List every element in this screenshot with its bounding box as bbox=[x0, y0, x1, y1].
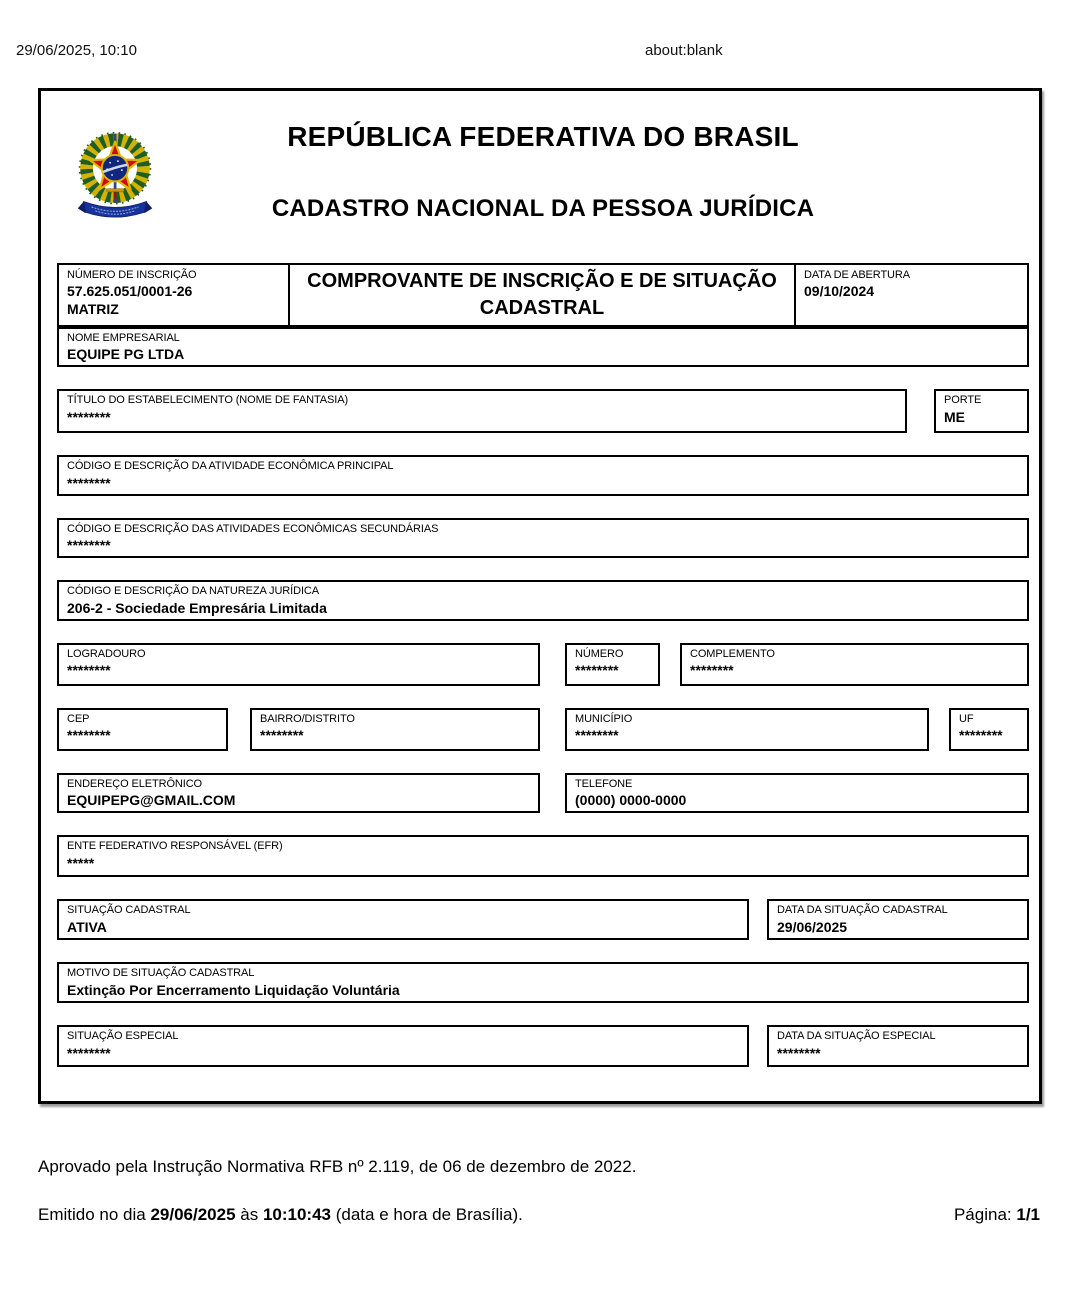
field-label: COMPLEMENTO bbox=[690, 647, 775, 660]
field-label: SITUAÇÃO CADASTRAL bbox=[67, 904, 191, 917]
row-motivo-situacao bbox=[57, 962, 1029, 1003]
field-label: MOTIVO DE SITUAÇÃO CADASTRAL bbox=[67, 967, 255, 980]
row-efr bbox=[57, 835, 1029, 877]
row-situacao-especial bbox=[57, 1025, 1029, 1067]
field-data-situacao-especial bbox=[767, 1025, 1029, 1067]
field-value: ******** bbox=[67, 408, 111, 425]
row-situacao-cadastral bbox=[57, 899, 1029, 940]
emitted-date: 29/06/2025 bbox=[150, 1205, 236, 1224]
field-label: DATA DA SITUAÇÃO ESPECIAL bbox=[777, 1030, 936, 1043]
row-inscricao-comprovante-abertura bbox=[57, 263, 1029, 327]
field-value: ******** bbox=[690, 662, 734, 679]
row-nome-empresarial bbox=[57, 327, 1029, 367]
field-atividade-principal bbox=[57, 455, 1029, 495]
field-value: ATIVA bbox=[67, 918, 107, 935]
field-endereco-eletronico bbox=[57, 773, 540, 813]
field-motivo-situacao bbox=[57, 962, 1029, 1003]
field-value: ******** bbox=[959, 727, 1003, 744]
print-datetime: 29/06/2025, 10:10 bbox=[16, 42, 137, 59]
field-cep bbox=[57, 708, 228, 751]
field-label: DATA DA SITUAÇÃO CADASTRAL bbox=[777, 904, 948, 917]
row-atividade-principal bbox=[57, 455, 1029, 495]
field-value: ME bbox=[944, 408, 965, 425]
row-endereco bbox=[57, 643, 1029, 686]
field-value: ******** bbox=[67, 537, 111, 554]
field-value: EQUIPEPG@GMAIL.COM bbox=[67, 792, 236, 809]
field-atividades-secundarias bbox=[57, 518, 1029, 558]
field-label: BAIRRO/DISTRITO bbox=[260, 712, 355, 725]
emitted-prefix: Emitido no dia bbox=[38, 1205, 151, 1224]
field-value: ******** bbox=[67, 474, 111, 491]
field-numero-inscricao bbox=[59, 265, 290, 325]
field-efr bbox=[57, 835, 1029, 877]
field-label: CÓDIGO E DESCRIÇÃO DA NATUREZA JURÍDICA bbox=[67, 585, 319, 598]
field-value: 09/10/2024 bbox=[804, 283, 875, 300]
field-porte bbox=[934, 389, 1029, 433]
cnpj-document-frame bbox=[38, 88, 1042, 1104]
field-label: MUNICÍPIO bbox=[575, 712, 633, 725]
field-value: Extinção Por Encerramento Liquidação Voluntária bbox=[67, 981, 400, 998]
field-value: ***** bbox=[67, 854, 95, 871]
field-label: ENTE FEDERATIVO RESPONSÁVEL (EFR) bbox=[67, 840, 283, 853]
field-value: (0000) 0000-0000 bbox=[575, 792, 687, 809]
field-label: SITUAÇÃO ESPECIAL bbox=[67, 1030, 179, 1043]
field-label: CÓDIGO E DESCRIÇÃO DAS ATIVIDADES ECONÔMICAS SECUNDÁRIAS bbox=[67, 522, 439, 535]
field-value: ******** bbox=[67, 1044, 111, 1061]
field-data-situacao-cadastral bbox=[767, 899, 1029, 940]
emitted-conj: às bbox=[235, 1205, 263, 1224]
field-data-abertura bbox=[796, 265, 1027, 325]
field-label: PORTE bbox=[944, 394, 982, 407]
field-natureza-juridica bbox=[57, 580, 1029, 620]
row-atividades-secundarias bbox=[57, 518, 1029, 558]
field-label: LOGRADOURO bbox=[67, 647, 146, 660]
field-value: EQUIPE PG LTDA bbox=[67, 346, 185, 363]
page-number bbox=[954, 1205, 1040, 1225]
page-value: 1/1 bbox=[1016, 1205, 1040, 1224]
field-complemento bbox=[680, 643, 1029, 686]
field-situacao-cadastral bbox=[57, 899, 749, 940]
field-telefone bbox=[565, 773, 1029, 813]
field-value: ******** bbox=[575, 662, 619, 679]
field-label: ENDEREÇO ELETRÔNICO bbox=[67, 777, 203, 790]
field-label: NÚMERO bbox=[575, 647, 624, 660]
page-label: Página: bbox=[953, 1205, 1017, 1224]
row-natureza-juridica bbox=[57, 580, 1029, 620]
approval-note: Aprovado pela Instrução Normativa RFB nº 2.119, de 06 de dezembro de 2022. bbox=[38, 1157, 637, 1176]
field-value: 29/06/2025 bbox=[777, 918, 848, 935]
field-municipio bbox=[565, 708, 929, 751]
field-value-tipo: MATRIZ bbox=[67, 301, 119, 318]
row-email-telefone bbox=[57, 773, 1029, 813]
emitted-time: 10:10:43 bbox=[262, 1205, 332, 1224]
field-value: ******** bbox=[260, 727, 304, 744]
field-bairro-distrito bbox=[250, 708, 540, 751]
emitted-suffix: (data e hora de Brasília). bbox=[331, 1205, 523, 1224]
field-value: 57.625.051/0001-26 bbox=[67, 283, 193, 300]
field-label: TELEFONE bbox=[575, 777, 633, 790]
field-value: ******** bbox=[67, 662, 111, 679]
field-logradouro bbox=[57, 643, 540, 686]
field-label: CÓDIGO E DESCRIÇÃO DA ATIVIDADE ECONÔMICA PRINCIPAL bbox=[67, 460, 394, 473]
field-value: 206-2 - Sociedade Empresária Limitada bbox=[67, 599, 327, 616]
field-uf bbox=[949, 708, 1029, 751]
document-header bbox=[57, 91, 1029, 263]
field-label: NOME EMPRESARIAL bbox=[67, 332, 180, 344]
emission-note bbox=[38, 1205, 523, 1225]
comprovante-title: COMPROVANTE DE INSCRIÇÃO E DE SITUAÇÃO CADASTRAL bbox=[290, 265, 796, 325]
field-value: ******** bbox=[777, 1044, 821, 1061]
field-label: TÍTULO DO ESTABELECIMENTO (NOME DE FANTASIA) bbox=[67, 394, 349, 407]
field-titulo-estabelecimento bbox=[57, 389, 907, 433]
field-situacao-especial bbox=[57, 1025, 749, 1067]
field-nome-empresarial bbox=[57, 327, 1029, 367]
field-numero bbox=[565, 643, 660, 686]
field-label: CEP bbox=[67, 712, 90, 725]
title-republica-federativa: REPÚBLICA FEDERATIVA DO BRASIL bbox=[287, 121, 799, 152]
field-value: ******** bbox=[67, 727, 111, 744]
row-titulo-porte bbox=[57, 389, 1029, 433]
field-label: DATA DE ABERTURA bbox=[804, 269, 910, 281]
field-label: UF bbox=[959, 712, 974, 725]
print-url: about:blank bbox=[645, 42, 723, 59]
row-cep-bairro-municipio-uf bbox=[57, 708, 1029, 751]
field-label: NÚMERO DE INSCRIÇÃO bbox=[67, 269, 197, 281]
field-value: ******** bbox=[575, 727, 619, 744]
title-cadastro-nacional: CADASTRO NACIONAL DA PESSOA JURÍDICA bbox=[271, 195, 815, 222]
